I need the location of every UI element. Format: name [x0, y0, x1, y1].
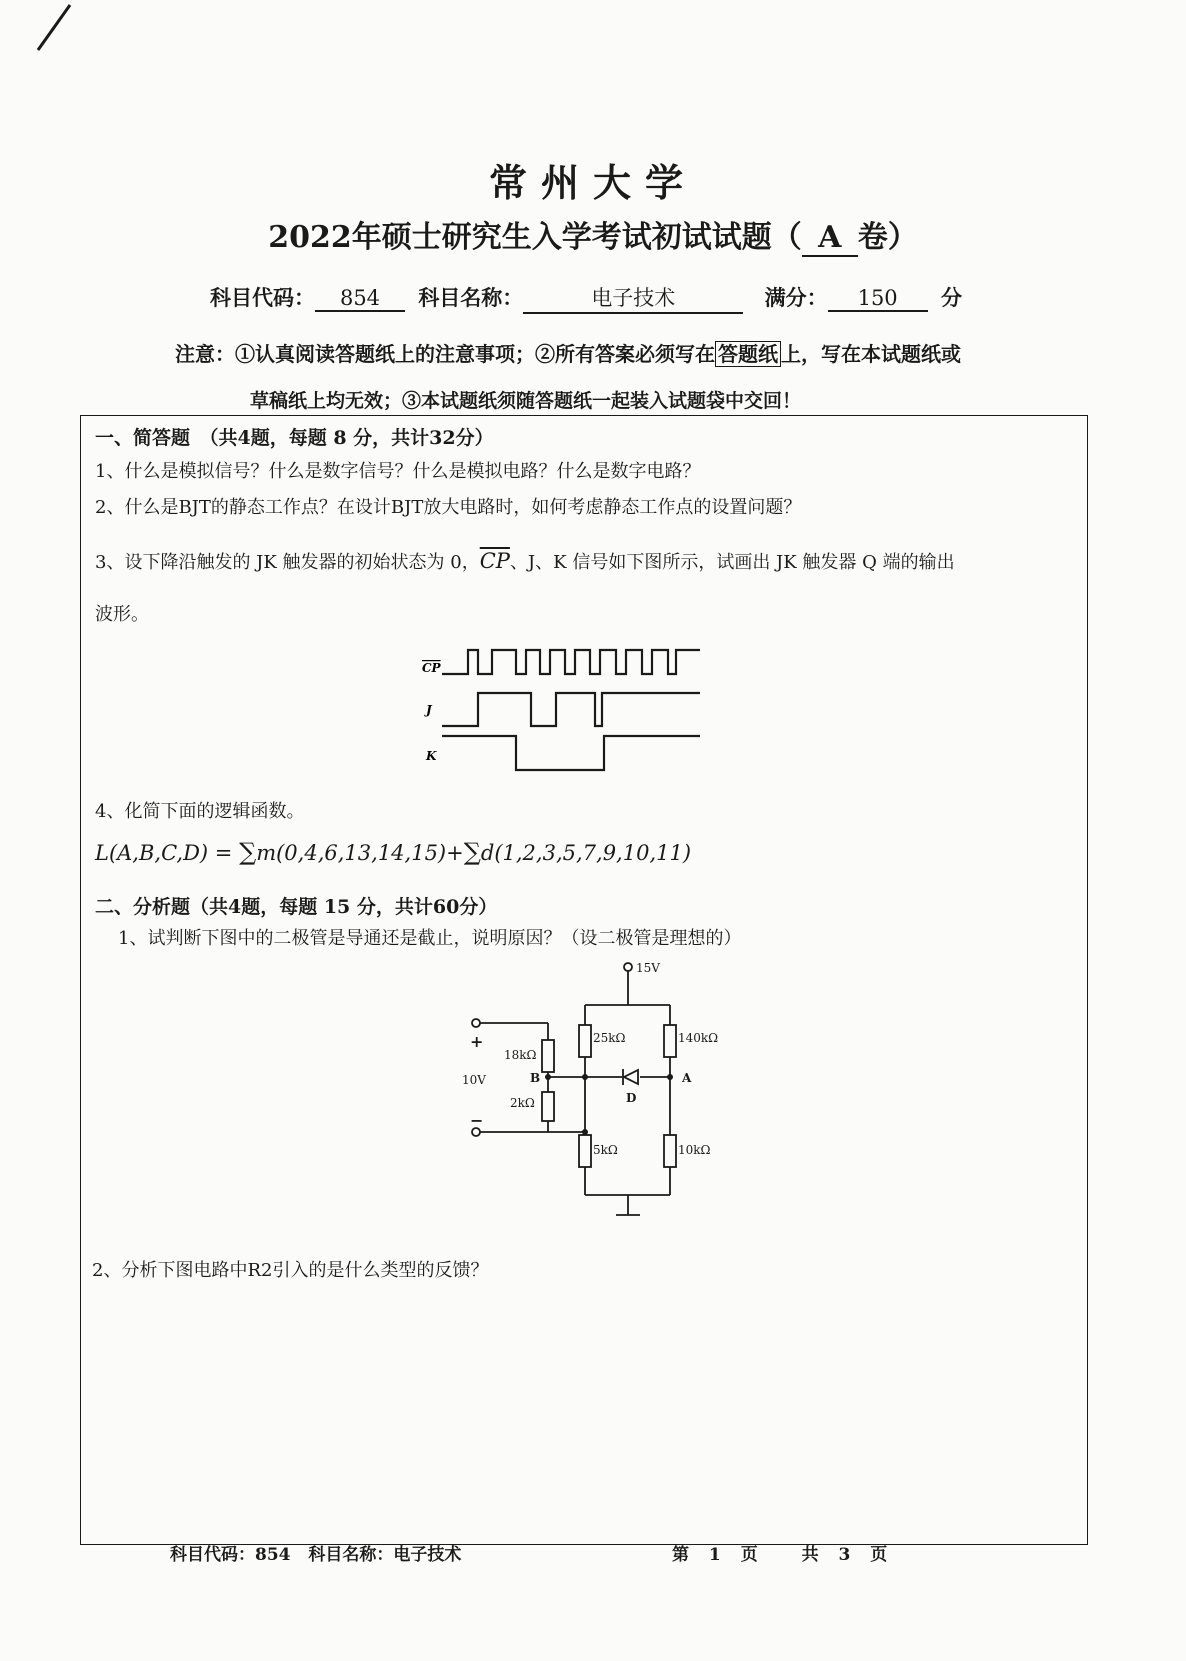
node-b-label: B — [530, 1071, 541, 1085]
question-1-3: 3、设下降沿触发的 JK 触发器的初始状态为 0，$\overline{CP}$、J、K 信号如下图所示，试画出 JK 触发器 Q 端的输出 — [95, 549, 955, 573]
university-name: 常州大学 — [488, 160, 697, 205]
label-25k: 25kΩ — [593, 1031, 626, 1045]
label-2k: 2kΩ — [510, 1096, 535, 1110]
footer-subject: 科目代码：854 科目名称：电子技术 — [170, 1545, 462, 1565]
source-label: 10V — [462, 1073, 486, 1087]
subject-row: 科目代码： 854 科目名称： 电子技术 满分： 150 分 — [210, 282, 962, 314]
subject-name: 电子技术 — [523, 282, 743, 314]
resistor-18k — [542, 1040, 554, 1072]
label-140k: 140kΩ — [678, 1031, 719, 1045]
node-a-label: A — [682, 1071, 692, 1085]
node-dot — [582, 1074, 588, 1080]
resistor-25k — [579, 1025, 591, 1057]
notice-line-1: 注意：①认真阅读答题纸上的注意事项；②所有答案必须写在 答题纸 上，写在本试题纸或 — [175, 342, 961, 366]
question-2-2: 2、分析下图电路中R2引入的是什么类型的反馈？ — [92, 1260, 489, 1281]
label-18k: 18kΩ — [504, 1048, 537, 1062]
node-dot — [667, 1074, 673, 1080]
node-dot — [545, 1074, 551, 1080]
k-waveform — [442, 736, 700, 770]
minus-label: − — [470, 1111, 484, 1130]
exam-title: 2022年硕士研究生入学考试初试试题（ A 卷） — [268, 220, 918, 255]
wave-label-j: J — [426, 703, 432, 717]
answer-sheet-box: 答题纸 — [715, 341, 781, 367]
wave-label-cp: CP — [422, 661, 441, 675]
footer-page-number: 第 1 页 共 3 页 — [672, 1545, 888, 1565]
diode-circuit-diagram — [430, 950, 730, 1240]
question-1-3-cont: 波形。 — [95, 604, 149, 625]
jk-waveform-diagram — [420, 640, 750, 780]
paper-version: A — [802, 220, 858, 257]
resistor-140k — [664, 1025, 676, 1057]
label-10k: 10kΩ — [678, 1143, 711, 1157]
section-1-title: 一、简答题 （共4题，每题 8 分，共计32分） — [95, 427, 494, 449]
full-score: 150 — [828, 286, 928, 312]
question-2-1: 1、试判断下图中的二极管是导通还是截止，说明原因？（设二极管是理想的） — [118, 928, 742, 949]
pen-mark-icon — [30, 0, 90, 60]
section-2-title: 二、分析题（共4题，每题 15 分，共计60分） — [95, 896, 498, 918]
resistor-5k — [579, 1135, 591, 1167]
question-1-4: 4、化简下面的逻辑函数。 — [95, 801, 305, 822]
node-dot — [582, 1129, 588, 1135]
label-5k: 5kΩ — [593, 1143, 618, 1157]
sum-icon: ∑ — [239, 838, 257, 866]
subject-code: 854 — [315, 286, 405, 312]
plus-label: + — [470, 1032, 484, 1051]
diode-label: D — [626, 1091, 637, 1105]
cp-overline: $\overline{CP}$ — [479, 549, 510, 573]
vcc-label: 15V — [636, 961, 660, 975]
sum-icon: ∑ — [463, 838, 481, 866]
cp-waveform — [442, 650, 700, 674]
question-1-2: 2、什么是BJT的静态工作点？在设计BJT放大电路时，如何考虑静态工作点的设置问题？ — [95, 497, 802, 518]
wave-label-k: K — [426, 749, 437, 763]
question-1-1: 1、什么是模拟信号？什么是数字信号？什么是模拟电路？什么是数字电路？ — [95, 461, 701, 482]
j-waveform — [442, 693, 700, 726]
notice-line-2: 草稿纸上均无效；③本试题纸须随答题纸一起装入试题袋中交回！ — [250, 390, 802, 412]
resistor-10k — [664, 1135, 676, 1167]
resistor-2k — [542, 1092, 554, 1121]
circuit-wires — [472, 963, 670, 1215]
diode-icon — [623, 1069, 638, 1085]
logic-formula: L(A,B,C,D) = ∑m(0,4,6,13,14,15)+∑d(1,2,3,5,7,9,10,11) — [95, 838, 692, 866]
